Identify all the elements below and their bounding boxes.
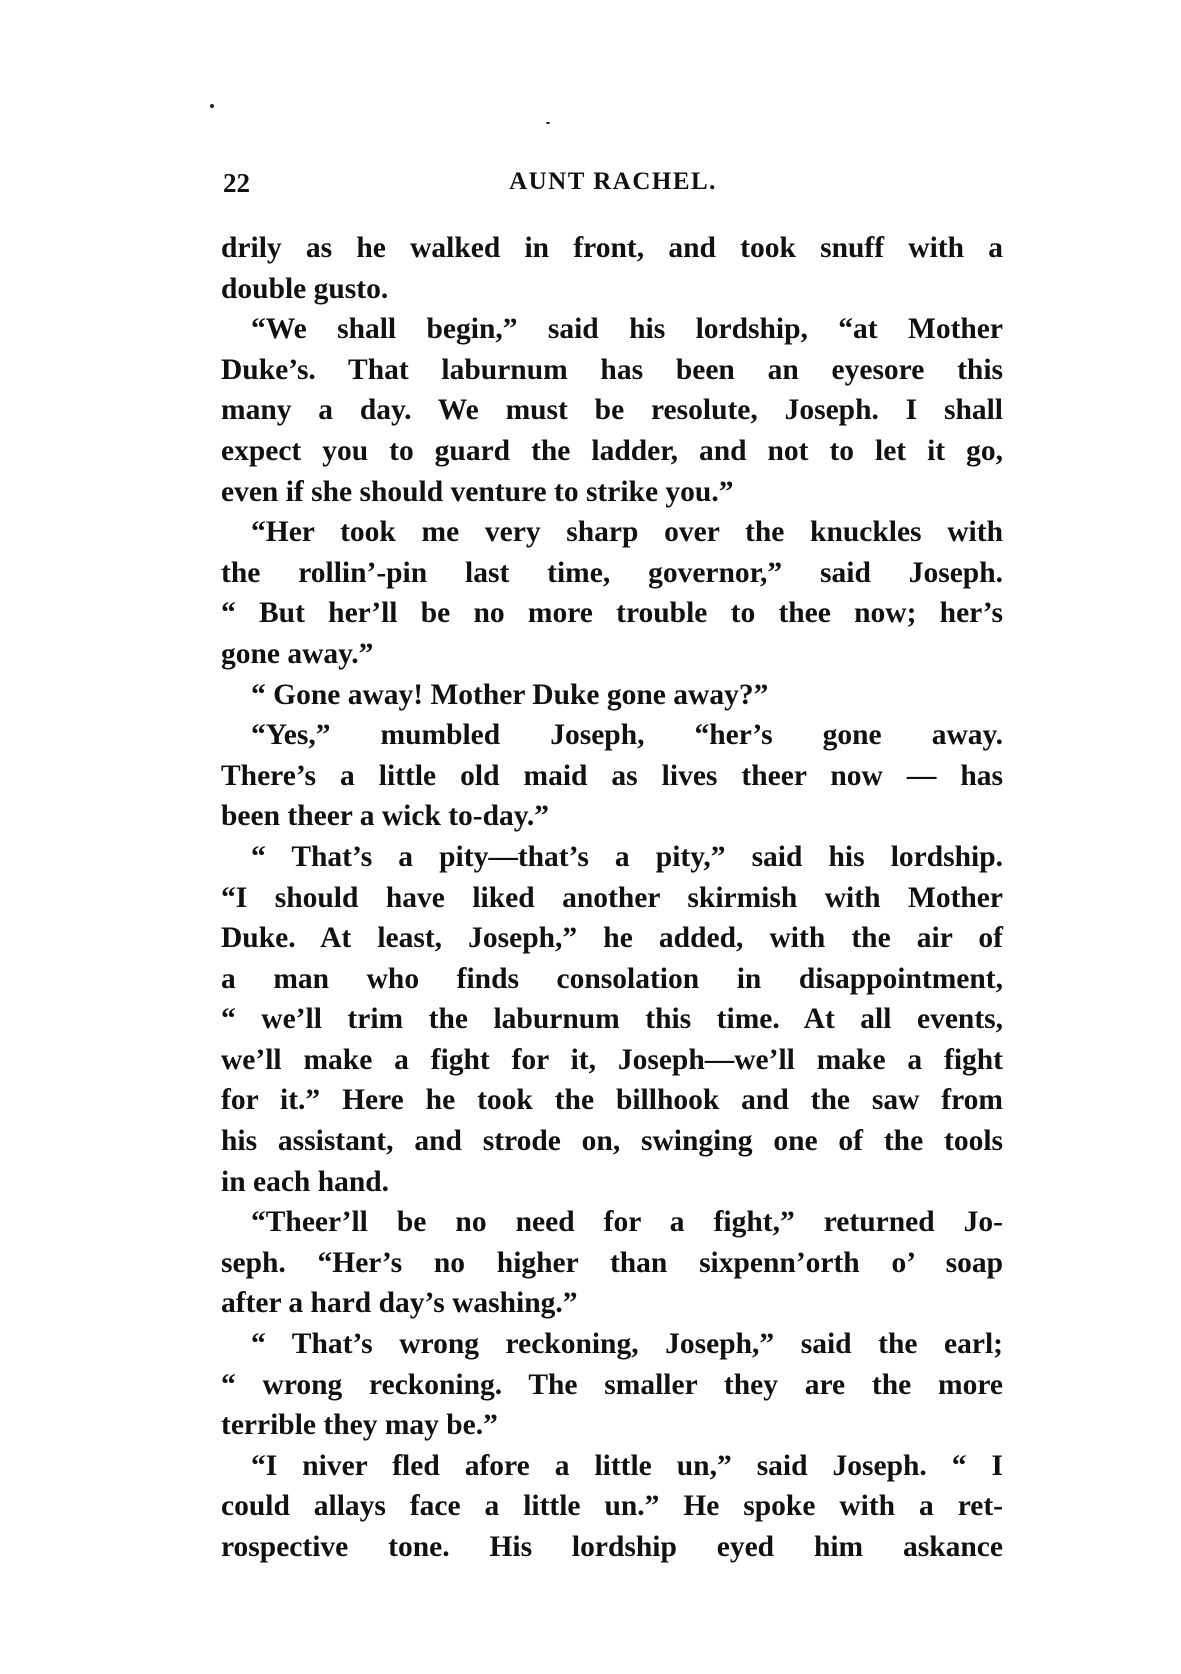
text-line: could allays face a little un.” He spoke with a ret- bbox=[221, 1490, 1003, 1523]
text-line: Duke. At least, Joseph,” he added, with the air of bbox=[221, 922, 1003, 955]
text-line: “Yes,” mumbled Joseph, “her’s gone away. bbox=[251, 719, 1003, 752]
page-number: 22 bbox=[223, 168, 250, 198]
text-line: “ That’s wrong reckoning, Joseph,” said the earl; bbox=[251, 1328, 1003, 1361]
text-line: “ wrong reckoning. The smaller they are the more bbox=[221, 1368, 1003, 1401]
text-line: “Her took me very sharp over the knuckles with bbox=[251, 516, 1003, 549]
text-line: his assistant, and strode on, swinging one of the tools bbox=[221, 1125, 1003, 1158]
text-line: double gusto. bbox=[221, 272, 389, 305]
text-line: rospective tone. His lordship eyed him askance bbox=[221, 1531, 1003, 1563]
text-line: after a hard day’s washing.” bbox=[221, 1287, 578, 1320]
text-line: the rollin’-pin last time, governor,” said Joseph. bbox=[221, 556, 1003, 589]
ink-speck bbox=[546, 122, 550, 124]
text-line: even if she should venture to strike you.” bbox=[221, 475, 734, 508]
text-line: “ That’s a pity—that’s a pity,” said his lordship. bbox=[251, 840, 1003, 873]
text-line: “ we’ll trim the laburnum this time. At all events, bbox=[221, 1003, 1003, 1036]
text-line: been theer a wick to-day.” bbox=[221, 800, 550, 833]
text-line: Duke’s. That laburnum has been an eyesore this bbox=[221, 353, 1003, 386]
text-line: seph. “Her’s no higher than sixpenn’orth o’ soap bbox=[221, 1246, 1003, 1279]
text-line: “ Gone away! Mother Duke gone away?” bbox=[251, 678, 769, 711]
text-line: for it.” Here he took the billhook and the saw from bbox=[221, 1084, 1003, 1117]
text-line: “Theer’ll be no need for a fight,” returned Jo- bbox=[251, 1206, 1003, 1239]
text-line: “We shall begin,” said his lordship, “at Mother bbox=[251, 313, 1003, 346]
text-line: expect you to guard the ladder, and not to let it go, bbox=[221, 434, 1003, 467]
text-line: we’ll make a fight for it, Joseph—we’ll make a fight bbox=[221, 1043, 1003, 1076]
text-line: “I niver fled afore a little un,” said Joseph. “ I bbox=[251, 1449, 1003, 1482]
text-line: a man who finds consolation in disappointment, bbox=[221, 962, 1003, 995]
ink-speck bbox=[210, 104, 214, 108]
text-line: many a day. We must be resolute, Joseph. I shall bbox=[221, 394, 1003, 427]
running-title: AUNT RACHEL. bbox=[509, 168, 717, 195]
text-line: terrible they may be.” bbox=[221, 1409, 498, 1442]
text-line: “I should have liked another skirmish with Mother bbox=[221, 881, 1003, 914]
body-text bbox=[221, 228, 1003, 1568]
text-line: There’s a little old maid as lives theer now — has bbox=[221, 759, 1003, 792]
text-line: gone away.” bbox=[221, 637, 374, 670]
text-line: in each hand. bbox=[221, 1165, 390, 1198]
text-line: “ But her’ll be no more trouble to thee now; her’s bbox=[221, 597, 1003, 630]
page-header bbox=[223, 168, 1003, 208]
text-line: drily as he walked in front, and took snuff with a bbox=[221, 232, 1003, 264]
